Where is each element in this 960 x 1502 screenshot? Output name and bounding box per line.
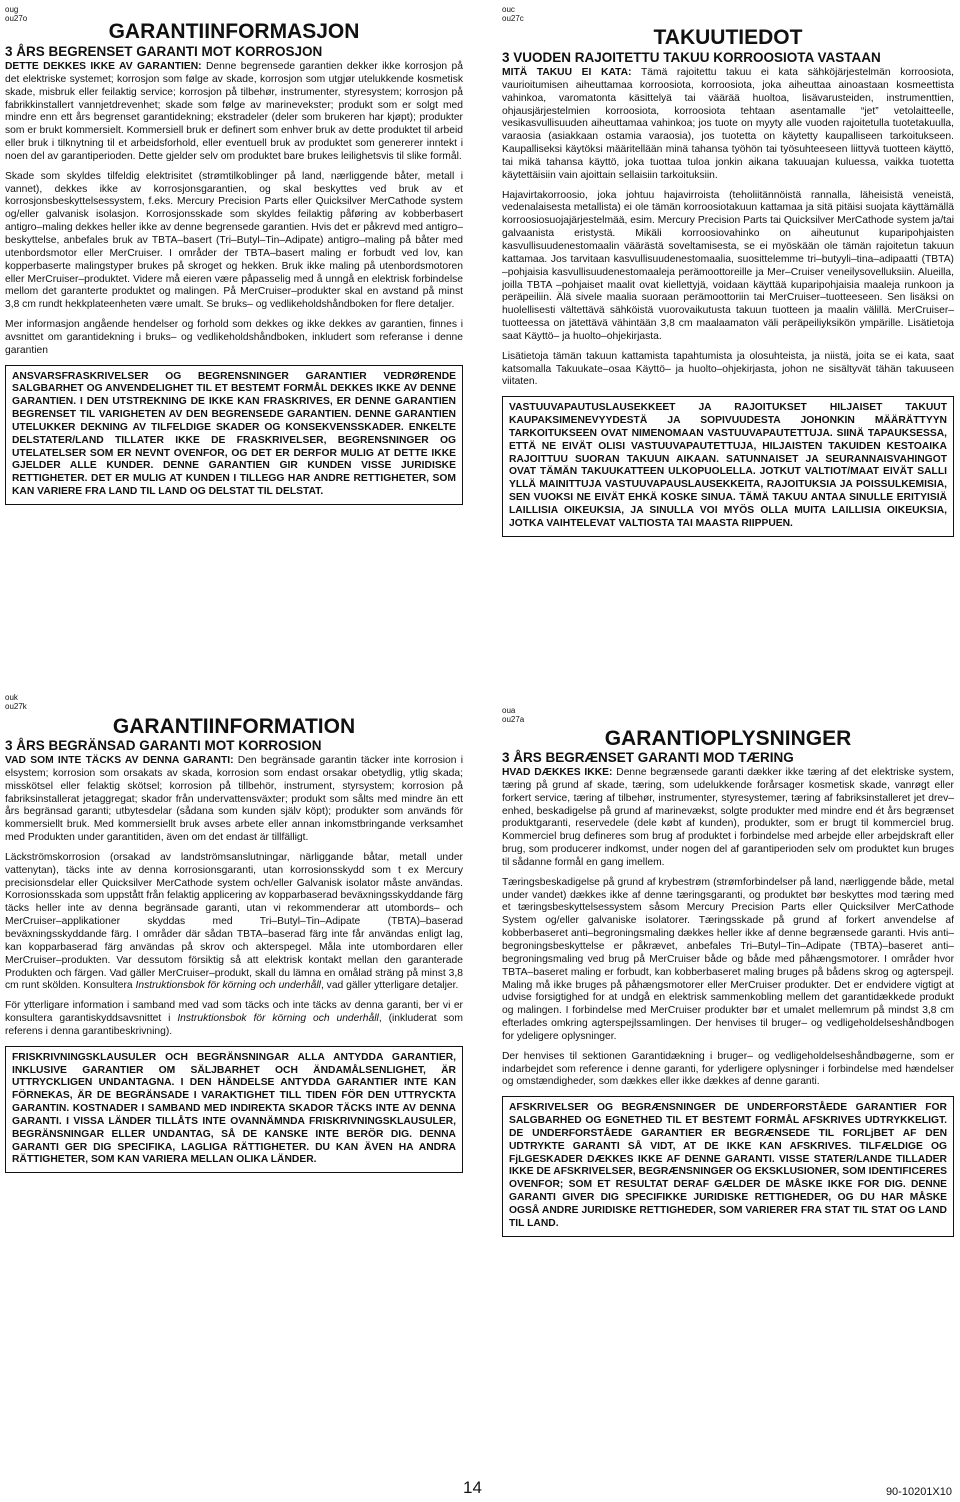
- paragraph-more-info: Mer informasjon angående hendelser og forhold som dekkes og ikke dekkes av garantien, finnes i avsnittet om garantidekning i bruks– og vedlikeholdshåndboken, inkludert som referanse i denne garantien: [5, 319, 463, 356]
- paragraph-text-end: , vad gäller ytterligare detaljer.: [320, 980, 459, 992]
- paragraph-more-info: [5, 1000, 463, 1039]
- paragraph-stray-current: Hajavirtakorroosio, joka johtuu hajavirroista (teholiitännöistä rannalla, läheisistä veneistä, vedenalaisesta metallista) ei ole tämän korroosiotakuun kattamaa ja sitä pitäisi suojata käyttämällä korroosiosuojajärjestelmää, esim. Mercury Precision Parts tai Quicksilver MerCathode system ja/tai galvaanista eristystä. Mikäli korroosiovahinko on aiheutunut kuparipohjaisten kasvullisuudenestomaalin väärästä soveltamisesta, se ei myöskään ole tämän rajoitetun takuun kattamaa. Jos tarvitaan kasvullisuudenestomaalia, suosittelemme tri–butyyli–tina–adipaatti (TBTA) –pohjaisia kasvullisuudenestomaaleja perämoottoreille ja Mer–Cruiser veneilysovelluksiin. Alueilla, joilla TBTA –pohjaiset maalit ovat kiellettyjä, voidaan käyttää kuparipohjaisia maaleja runkoon ja peräpeiliin. Älä sivele maalia suoraan perämoottoriin tai MerCruiser–tuotteeseen. Sen lisäksi on huolellisesti vältettävä sähköistä vuorovaikutusta takuun tuotteen ja maalin välillä. MerCruiser–tuotteessa on jätettävä vähintään 3,8 cm maalaamaton väli peräpeiliyksikön ympärille. Lisätietoja saat Käyttö– ja huolto–ohjekirjasta.: [502, 189, 954, 342]
- paragraph-more-info: Lisätietoja tämän takuun kattamista tapahtumista ja olosuhteista, ja niistä, joita se ei kata, saat katsomalla Takuukate–osaa Käyttö– ja huolto–ohjekirjasta, johon ne sisältyvät tähän takuuseen viitaten.: [502, 350, 954, 388]
- document-number: 90-10201X10: [885, 1486, 952, 1498]
- paragraph-exclusions: [5, 61, 463, 164]
- paragraph-text-end: , (inkluderat som referens i denna garantibeskrivning).: [5, 1013, 463, 1037]
- section-code: ouc: [502, 5, 515, 14]
- paragraph-text: För ytterligare information i samband med vad som täcks och inte täcks av denna garanti, ber vi er konsultera garantiskyddsavsnittet i: [5, 1000, 463, 1025]
- paragraph-more-info: Der henvises til sektionen Garantidækning i bruger– og vedligeholdelseshåndbøgerne, som er indarbejdet som reference i denne garanti, for yderligere oplysninger i forbindelse med hændelser og omstændigheder, som dækkes eller ikke dækkes af denne garanti.: [502, 1050, 954, 1088]
- disclaimer-text: ANSVARSFRASKRIVELSER OG BEGRENSNINGER GARANTIER VEDRØRENDE SALGBARHET OG ANVENDELIGHET TIL ET BESTEMT FORMÅL DEKKES IKKE AV DENNE GARANTIEN. I DEN UTSTREKNING DE IKKE KAN FRASKRIVES, ER DENNE GARANTIEN BEGRENSET TIL VARIGHETEN AV DEN BEGRENSEDE GARANTIEN. DENNE GARANTIEN UTELUKKER DEKNING AV TILFELDIGE SKADER OG KONSEKVENSSKADER. ENKELTE DELSTATER/LAND TILLATER IKKE DE FRASKRIVELSER, BEGRENSNINGER OG UTELATELSER SOM ER NEVNT OVENFOR, OG DET ER DERFOR MULIG AT DETTE IKKE GJELDER ALLE KUNDER. DENNE GARANTIEN GIR KUNDEN VISSE JURIDISKE RETTIGHETER. DET ER MULIG AT KUNDEN I TILLEGG HAR ANDRE RETTIGHETER, SOM KAN VARIERE FRA LAND TIL LAND OG DELSTAT TIL DELSTAT.: [12, 370, 456, 498]
- paragraph-text: Tämä rajoitettu takuu ei kata sähköjärjestelmän korroosiota, vaurioitumisen aiheuttamaa korroosiota, korroosiota, joka aiheuttaa ainoastaan kosmeettista vahinkoa, varomatonta käsittelyä tai väärää huoltoa, lisävarusteiden, instrumenttien, ohjausjärjestelmien korroosiota, korroosiota tehtaan asentamalle “jet” vetolaitteelle, vesikasvullisuuden aiheuttamaa vahinkoa; jos tuote on myyty alle vuoden rajoitetulla tuotetakuulla, varaosia (asiakkaan ostamia varaosia), jos tuotetta on käytetty kaupalliseen tarkoitukseen. Kaupalliseksi käytöksi määritellään minä tahansa työhön tai työsuhteeseen liittyvä tuotteen käyttö, tai mikä tahansa käyttö, joka tuottaa tuloa jonkin aikana takuuajan kuluessa, vaikka tuotetta käytettäisiin vain ajoittain sellaisiin tarkoituksiin.: [502, 67, 954, 181]
- disclaimer-box: [502, 1096, 954, 1236]
- paragraph-exclusions: [502, 67, 954, 183]
- section-subhead: 3 VUODEN RAJOITETTU TAKUU KORROOSIOTA VASTAAN: [502, 50, 881, 65]
- disclaimer-text: AFSKRIVELSER OG BEGRÆNSNINGER DE UNDERFORSTÅEDE GARANTIER FOR SALGBARHED OG EGNETHED TIL ET BESTEMT FORMÅL AFSKRIVES UDTRYKKELIGT. DE UNDERFORSTÅEDE GARANTIER ER BEGRÆNSEDE TIL FORLjBET AF DEN UDTRYKTE GARANTI SÅ VIDT, AT DE IKKE KAN AFSKRIVES. TILFÆLDIGE OG FjLGESKADER DÆKKES IKKE AF DENNE GARANTI. VISSE STATER/LANDE TILLADER IKKE DE AFSKRIVELSER, BEGRÆNSNINGER OG EKSKLUSIONER, SOM IDENTIFICERES OVENFOR; SOM ET RESULTAT DERAF GÆLDER DE MÅSKE IKKE FOR DIG. DENNE GARANTI GIVER DIG SPECIFIKKE JURIDISKE RETTIGHEDER, OG DU HAR MÅSKE OGSÅ ANDRE JURIDISKE RETTIGHEDER, SOM VARIERER FRA STAT TIL STAT OG LAND TIL LAND.: [509, 1102, 947, 1229]
- page-number: 14: [463, 1478, 482, 1497]
- paragraph-stray-current: Tæringsbeskadigelse på grund af krybestrøm (strømforbindelser på land, nærliggende både, metal under vandet) dækkes ikke af denne tæringsgaranti, og produktet bør beskyttes mod tæring med et tæringsbeskyttelsessystem såsom Mercury Precision Parts eller Quicksilver MerCathode System og/eller galvaniske isolatorer. Tæringsskade på grund af forkert anvendelse af kobberbaseret anti–begroningsmaling dækkes heller ikke af denne begrænsede garanti. Hvis anti–begroningsbeskyttelse er påkrævet, anbefales Tri–Butyl–Tin–Adipate (TBTA)–baseret anti–begroningsmaling ved brug på MerCruiser både og både med påhængsmotorer. I områder hvor TBTA–baseret maling er forbudt, kan kobberbaseret maling bruges på bådens skrog og agterspejl. Maling må ikke bruges på påhængsmotorer eller MerCruiser produkter. Det er endvidere vigtigt at udvise forsigtighed for at undgå en elektrisk sammenkobling mellem det garantidækkede produkt og malingen. I forbindelse med MerCruiser produkter bør et umalet mellemrum på mindst 3,8 cm efterlades omkring agterspejlssamlingen. Der henvises til bruger– og vedligeholdelseshåndbogen for ydeligere oplysninger.: [502, 876, 954, 1042]
- lead-bold: MITÄ TAKUU EI KATA:: [502, 67, 632, 78]
- section-subhead: 3 ÅRS BEGRENSET GARANTI MOT KORROSJON: [5, 44, 323, 59]
- disclaimer-text: VASTUUVAPAUTUSLAUSEKKEET JA RAJOITUKSET HILJAISET TAKUUT KAUPAKSIMENEVYYDESTÄ JA SOPIVUUDESTA JOHONKIN MÄÄRÄTTYYN TARKOITUKSEEN OVAT NIMENOMAAN VASTUUVAPAUTETTUJA. SIINÄ TAPAUKSESSA, ETTÄ NE EIVÄT OLISI VASTUUVAPAUTETTUJA, HILJAISTEN TAKUIDEN KESTOAIKA RAJOITTUU SUORAN TAKUUN AIKAAN. SATUNNAISET JA SEURANNAISVAHINGOT OVAT TÄMÄN TAKUUKATTEEN ULKOPUOLELLA. JOTKUT VALTIOT/MAAT EIVÄT SALLI YLLÄ MAINITTUJA VASTUUVAPAUSLAUSEKKEITA, RAJOITUKSIA JA POISSULKEMISIA, SEN VUOKSI NE EIVÄT EHKÄ KOSKE SINUA. TÄMÄ TAKUU ANTAA SINULLE ERITYISIÄ LAILLISIA OIKEUKSIA, JA SINULLA VOI MYÖS OLLA MUITA LAILLISIA OIKEUKSIA, JOTKA VAIHTELEVAT VALTIOSTA TAI MAASTA RIIPPUEN.: [509, 402, 947, 529]
- paragraph-text: Den begränsade garantin täcker inte korrosion i elsystem; korrosion som orsakats av skada, korrosion som endast orsakar obetydlig, ytlig skada; misskötsel eller felaktig skötsel; korrosion på tillbehör, instrument, styrsystem; korrosion på fabriksinstallerat jetaggregat; skador från undervattensväxter; produkt som sålts med mindre än ett års begränsad garanti; utbytesdelar (sådana som kunden själv köpt); produkter som används för kommersiellt bruk. Med kommersiellt bruk avses arbete eller annan inkomstbringande verksamhet med Produkten under garantitiden, även om det endast är tillfälligt.: [5, 755, 463, 844]
- section-title: GARANTIOPLYSNINGER: [604, 727, 852, 750]
- section-title: GARANTIINFORMATION: [112, 715, 356, 738]
- lead-bold: VAD SOM INTE TÄCKS AV DENNA GARANTI:: [5, 755, 234, 766]
- section-code: oua: [502, 706, 516, 715]
- paragraph-stray-current: [5, 852, 463, 993]
- section-subcode: ou27o: [5, 14, 28, 23]
- section-code: oug: [5, 5, 19, 14]
- paragraph-exclusions: [5, 755, 463, 845]
- section-norwegian: [5, 5, 463, 675]
- section-subhead: 3 ÅRS BEGRÄNSAD GARANTI MOT KORROSION: [5, 738, 322, 753]
- section-subcode: ou27k: [5, 702, 27, 711]
- section-title: TAKUUTIEDOT: [653, 26, 803, 49]
- disclaimer-box: [5, 1046, 463, 1174]
- manual-title: Instruktionsbok för körning och underhåll: [177, 1013, 379, 1025]
- section-subcode: ou27a: [502, 715, 525, 724]
- section-swedish: [5, 693, 463, 1428]
- lead-bold: DETTE DEKKES IKKE AV GARANTIEN:: [5, 61, 202, 72]
- section-danish: [502, 706, 954, 1428]
- paragraph-exclusions: [502, 767, 954, 870]
- paragraph-text: Denne begrensede garantien dekker ikke korrosjon på det elektriske systemet; korrosjon som følge av skade, korrosjon som utgjør utelukkende kosmetisk skade, misbruk eller feilaktig service; korrosjon på tilbehør, instrumenter, styresystem; korrosjon på fabrikkinstallert vannjetdrevenhet; skade som følge av marinevekster; produkt som er solgt med mindre enn ett års begrenset garantidekning; ekstradeler (deler som brukeren har kjøpt); produkter som er brukt kommersielt. Kommersiell bruk er definert som enhver bruk av dette produktet til arbeid eller bruk i tilknytning til et arbeidsforhold, eller eventuell bruk av produktet som genererer inntekt i noen del av garantiperioden. Dette gjelder selv om produktet bare brukes leilighetsvis til slike formål.: [5, 61, 463, 162]
- paragraph-text: Denne begrænsede garanti dækker ikke tæring af det elektriske system, tæring på grund af skade, tæring, som udelukkende forårsager kosmetisk skade, vanrøgt eller forkert service, tæring af tilbehør, instrumenter, styresystemer, tæring af fabriksinstalleret jet drev–enhed, beskadigelse på grund af marinevækst, solgte produkter med mindre end ét års begrænset produktgaranti, reservedele (dele købt af kunden), produkter, som er brugt til kommerciel brug. Kommerciel brug defineres som brug af produktet i forbindelse med arbejde eller arbejdskraft eller brug, som producerer indkomst, under nogen del af garantiperioden selv om produktet kun bruges til sådanne formål en gang imellem.: [502, 767, 954, 868]
- lead-bold: HVAD DÆKKES IKKE:: [502, 767, 613, 778]
- paragraph-text: Läckströmskorrosion (orsakad av landströmsanslutningar, närliggande båtar, metall under vattenytan), täcks inte av denna korrosionsgaranti, utan korrosionsskydd som t ex Mercury precisionsdelar eller Quicksilver MerCathode system och/eller Galvanisk isolator måste användas. Korrosionsskada som uppstått från felaktig applicering av kopparbaserad beväxningsskyddande färg täcks heller inte av denna begränsade garanti, utan vi rekommenderar att utombords– och MerCruiser–applikationer skyddas med Tri–Butyl–Tin–Adipate (TBTA)–baserad beväxningsskyddande färg. I områder där sådan TBTA–baserad färg inte får användas enligt lag, kan kopparbaserad färg användas på skrov och akterspegel. Måla inte utombordaren eller MerCruiser–produkten. Var dessutom försiktig så att elektrisk kontakt mellan den garanterade Produkten och färgen. Vad gäller MerCruiser–produkt, skall du lämna en omålad sträng på minst 3,8 cm runt skölden. Konsultera: [5, 851, 463, 992]
- disclaimer-box: [502, 396, 954, 536]
- section-subhead: 3 ÅRS BEGRÆNSET GARANTI MOD TÆRING: [502, 750, 794, 765]
- section-title: GARANTIINFORMASJON: [108, 20, 360, 43]
- section-finnish: [502, 5, 954, 675]
- manual-title: Instruktionsbok för körning och underhåll: [135, 980, 321, 992]
- disclaimer-box: [5, 365, 463, 505]
- section-code: ouk: [5, 693, 18, 702]
- disclaimer-text: FRISKRIVNINGSKLAUSULER OCH BEGRÄNSNINGAR ALLA ANTYDDA GARANTIER, INKLUSIVE GARANTIER OM SÄLJBARHET OCH ÄNDAMÅLSENLIGHET, ÄR UTTRYCKLIGEN UNDANTAGNA. I DEN HÄNDELSE ANTYDDA GARANTIER INTE KAN FÖRNEKAS, ÄR DE BEGRÄNSADE I VARAKTIGHET TILL TIDEN FÖR DEN UTTRYCKTA GARANTIN. KOSTNADER I SAMBAND MED INDIREKTA SKADOR TÄCKS INTE AV DENNA GARANTI. I VISSA LÄNDER TILLÅTS INTE OVANNÄMNDA FRISKRIVNINGSKLAUSULER, BEGRÄNSNINGAR ELLER UNDANTAG, SÅ DE KANSKE INTE BERÖR DIG. DENNA GARANTI GER DIG SPECIFIKA, LAGLIGA RÄTTIGHETER. DU KAN ÄVEN HA ANDRA RÄTTIGHETER, SOM KAN VARIERA MELLAN OLIKA LÄNDER.: [12, 1051, 456, 1166]
- section-subcode: ou27c: [502, 14, 524, 23]
- paragraph-stray-current: Skade som skyldes tilfeldig elektrisitet (strømtilkoblinger på land, nærliggende båter, metall i vannet), dekkes ikke av korrosjonsgarantien, og skal beskyttes ved bruk av et korrosjonsbeskyttelsessystem, f.eks. Mercury Precision Parts eller Quicksilver MerCathode system og/eller galvanisk isolasjon. Korrosjonsskade som skyldes feilaktig påføring av kobberbasert antigro–maling dekkes heller ikke av denne begrensede garantien. Hvis det er påkrevd med antigro–beskyttelse, anbefales bruk av TBTA–basert (Tri–Butyl–Tin–Adipate) antigro–maling på båter med utenbordsmotor eller MerCruiser. I områder der TBTA–basert maling er forbudt ved lov, kan kopperbaserte malingstyper brukes på skroget og hekken. Bruk ikke maling på utenbordsmotoren eller MerCruiser–produktet. Videre må eieren være påpasselig med å unngå en elektrisk forbindelse mellom det garanterte produktet og malingen. På MerCruiser–produkter skal en avstand på minst 3,8 cm rundt hekkplateenheten være umalt. Se bruks– og vedlikeholdshåndboken for flere detaljer.: [5, 170, 463, 311]
